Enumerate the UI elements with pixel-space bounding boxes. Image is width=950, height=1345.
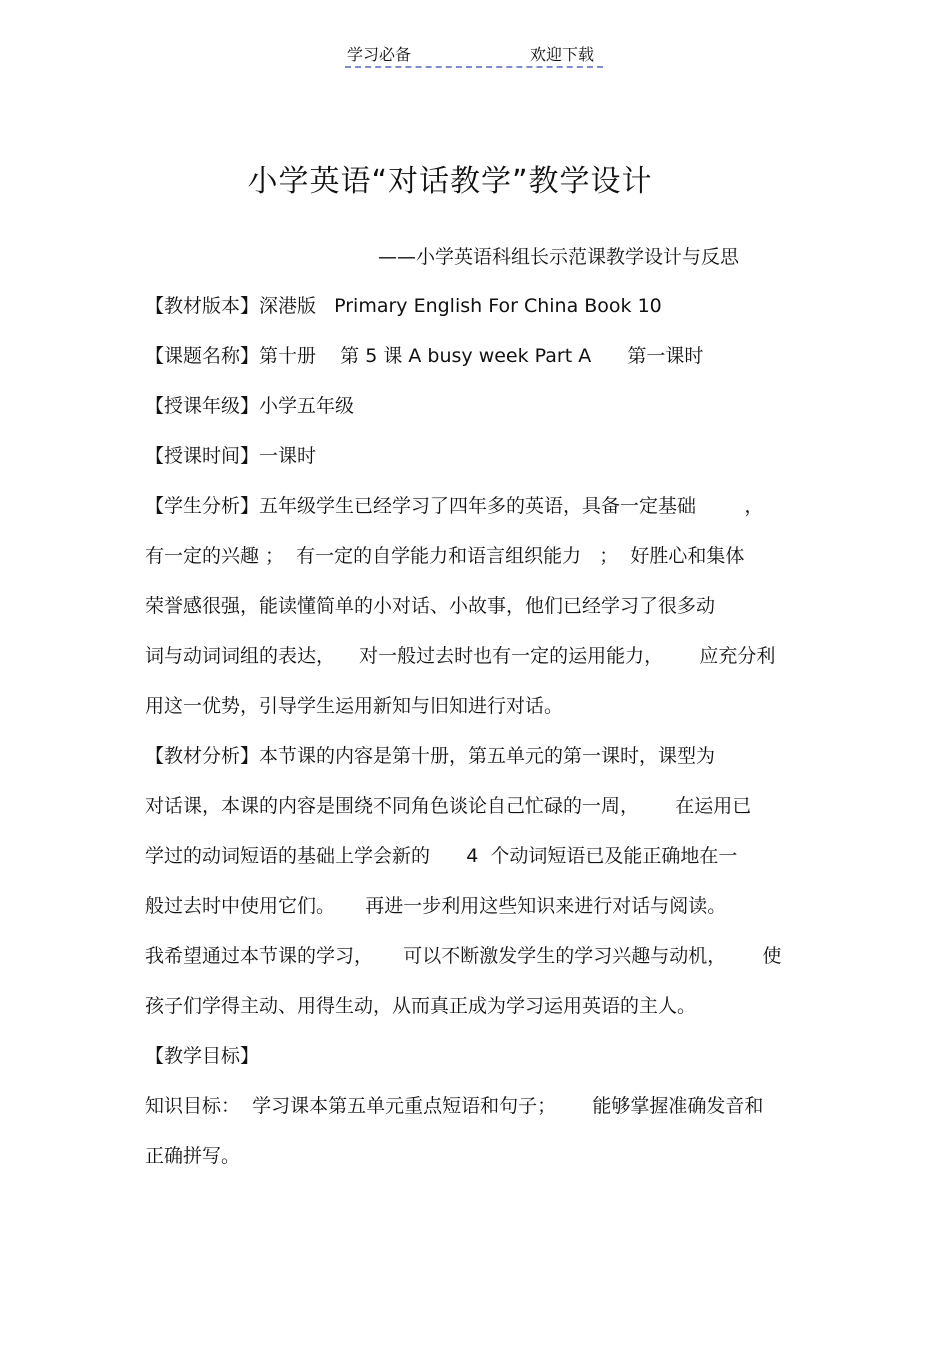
lesson-time-line: 【授课时间】一课时 xyxy=(145,445,317,467)
header-left-text: 学习必备 xyxy=(347,45,412,64)
knowledge-goal-line: 知识目标： 学习课本第五单元重点短语和句子； 能够掌握准确发音和 xyxy=(145,1095,764,1117)
paragraph-line: 用这一优势，引导学生运用新知与旧知进行对话。 xyxy=(145,695,564,717)
student-analysis-line: 【学生分析】五年级学生已经学习了四年多的英语，具备一定基础 ， xyxy=(145,495,764,517)
grade-line: 【授课年级】小学五年级 xyxy=(145,395,355,417)
teaching-goals-heading: 【教学目标】 xyxy=(145,1045,260,1067)
paragraph-line: 正确拼写。 xyxy=(145,1145,241,1167)
header-right-text: 欢迎下载 xyxy=(530,45,595,64)
lesson-title-line: 【课题名称】第十册 第 5 课 A busy week Part A 第一课时 xyxy=(145,345,704,367)
document-subtitle: ——小学英语科组长示范课教学设计与反思 xyxy=(378,246,740,268)
paragraph-line: 荣誉感很强，能读懂简单的小对话、小故事，他们已经学习了很多动 xyxy=(145,595,716,617)
paragraph-line: 般过去时中使用它们。 再进一步利用这些知识来进行对话与阅读。 xyxy=(145,895,727,917)
textbook-version-line: 【教材版本】深港版 Primary English For China Book 10 xyxy=(145,295,662,317)
paragraph-line: 学过的动词短语的基础上学会新的 4 个动词短语已及能正确地在一 xyxy=(145,845,738,867)
material-analysis-line: 【教材分析】本节课的内容是第十册，第五单元的第一课时，课型为 xyxy=(145,745,716,767)
paragraph-line: 对话课，本课的内容是围绕不同角色谈论自己忙碌的一周， 在运用已 xyxy=(145,795,752,817)
paragraph-line: 有一定的兴趣 ； 有一定的自学能力和语言组织能力 ； 好胜心和集体 xyxy=(145,545,745,567)
paragraph-line: 词与动词词组的表达， 对一般过去时也有一定的运用能力， 应充分利 xyxy=(145,645,776,667)
document-title: 小学英语“对话教学”教学设计 xyxy=(247,164,653,199)
page-header xyxy=(345,40,603,68)
paragraph-line: 孩子们学得主动、用得生动，从而真正成为学习运用英语的主人。 xyxy=(145,995,697,1017)
paragraph-line: 我希望通过本节课的学习， 可以不断激发学生的学习兴趣与动机， 使 xyxy=(145,945,782,967)
